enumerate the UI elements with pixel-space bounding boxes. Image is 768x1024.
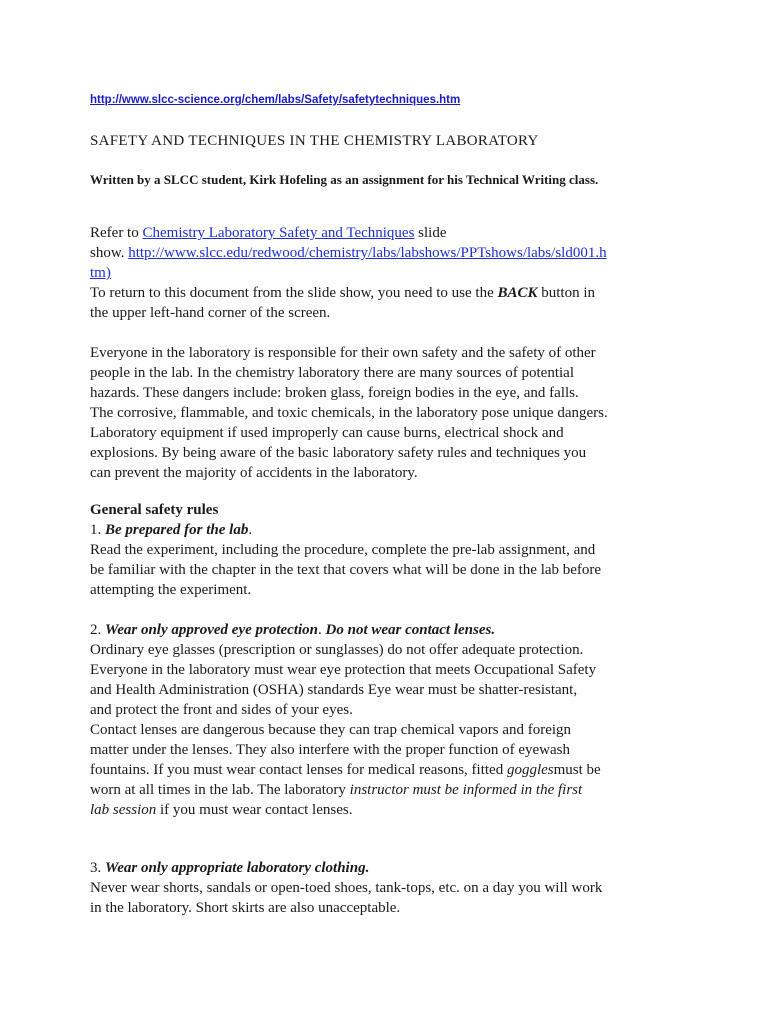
refer-line2-prefix: show. — [90, 245, 129, 261]
rule-3-section — [90, 858, 690, 918]
back-button-name: BACK — [497, 285, 538, 301]
rule-2-heading — [90, 620, 690, 640]
rule-2-line: Everyone in the laboratory must wear eye protection that meets Occupational Safety — [90, 662, 597, 678]
intro-line: Everyone in the laboratory is responsible for their own safety and the safety of other — [90, 345, 596, 361]
intro-paragraph — [90, 343, 690, 483]
intro-line: explosions. By being aware of the basic laboratory safety rules and techniques you — [90, 445, 587, 461]
rule-2-line: and protect the front and sides of your eyes. — [90, 702, 353, 718]
source-url-link[interactable]: http://www.slcc-science.org/chem/labs/Safety/safetytechniques.htm — [90, 94, 461, 106]
rule-2-italic: lab session — [90, 802, 157, 818]
rule-3-line: Never wear shorts, sandals or open-toed shoes, tank-tops, etc. on a day you will work — [90, 880, 603, 896]
rule-2-line: matter under the lenses. They also interfere with the proper function of eyewash — [90, 742, 570, 758]
rule-2-line: Contact lenses are dangerous because they can trap chemical vapors and foreign — [90, 722, 572, 738]
rule-title: Wear only approved eye protection — [105, 622, 319, 638]
rule-2-line: and Health Administration (OSHA) standards Eye wear must be shatter-resistant, — [90, 682, 578, 698]
rule-2-section — [90, 620, 690, 820]
return-note-line-1 — [90, 283, 690, 303]
rule-subtitle: Do not wear contact lenses. — [325, 622, 496, 638]
rule-2-line — [90, 780, 690, 800]
return-note-text-after: button in — [537, 285, 596, 301]
general-rules-section — [90, 500, 690, 600]
rule-3-heading — [90, 858, 690, 878]
rule-2-line — [90, 760, 690, 780]
rule-2-italic: instructor must be informed in the first — [349, 782, 583, 798]
rule-title: Be prepared for the lab — [105, 522, 249, 538]
rule-2-text: if you must wear contact lenses. — [156, 802, 353, 818]
general-rules-heading: General safety rules — [90, 502, 219, 518]
rule-1-line: be familiar with the chapter in the text that covers what will be done in the lab before — [90, 562, 602, 578]
intro-line: The corrosive, flammable, and toxic chemicals, in the laboratory pose unique dangers. — [90, 405, 608, 421]
document-title: SAFETY AND TECHNIQUES IN THE CHEMISTRY LABORATORY — [90, 133, 539, 149]
intro-line: hazards. These dangers include: broken glass, foreign bodies in the eye, and falls. — [90, 385, 579, 401]
rule-3-line: in the laboratory. Short skirts are also unacceptable. — [90, 900, 401, 916]
rule-number: 3. — [90, 860, 105, 876]
slideshow-url-link-end[interactable]: tm) — [90, 265, 111, 281]
rule-2-line: Ordinary eye glasses (prescription or sunglasses) do not offer adequate protection. — [90, 642, 584, 658]
rule-1-heading — [90, 520, 690, 540]
intro-line: can prevent the majority of accidents in the laboratory. — [90, 465, 418, 481]
intro-line: people in the lab. In the chemistry laboratory there are many sources of potential — [90, 365, 574, 381]
rule-2-italic: goggles — [506, 762, 554, 778]
rule-2-line — [90, 800, 690, 820]
slideshow-link[interactable]: Chemistry Laboratory Safety and Techniques — [142, 225, 415, 241]
return-note-line-2: the upper left-hand corner of the screen. — [90, 305, 331, 321]
rule-1-line: Read the experiment, including the procedure, complete the pre-lab assignment, and — [90, 542, 596, 558]
refer-mid: slide — [414, 225, 447, 241]
refer-line-3 — [90, 263, 690, 283]
refer-line-2 — [90, 243, 690, 263]
rule-2-text: worn at all times in the lab. The laboratory — [90, 782, 350, 798]
return-note-text: To return to this document from the slide show, you need to use the — [90, 285, 498, 301]
rule-2-text: must be — [553, 762, 601, 778]
rule-number: 2. — [90, 622, 105, 638]
byline: Written by a SLCC student, Kirk Hofeling as an assignment for his Technical Writing class. — [90, 172, 599, 187]
rule-title: Wear only appropriate laboratory clothing. — [105, 860, 370, 876]
rule-2-text: fountains. If you must wear contact lenses for medical reasons, fitted — [90, 762, 507, 778]
refer-prefix: Refer to — [90, 225, 143, 241]
rule-1-line: attempting the experiment. — [90, 582, 252, 598]
refer-line-1 — [90, 223, 690, 243]
slideshow-url-link[interactable]: http://www.slcc.edu/redwood/chemistry/labs/labshows/PPTshows/labs/sld001.h — [128, 245, 607, 261]
refer-paragraph — [90, 223, 690, 323]
intro-line: Laboratory equipment if used improperly can cause burns, electrical shock and — [90, 425, 564, 441]
rule-title-end: . — [248, 522, 253, 538]
rule-separator: . — [318, 622, 326, 638]
rule-number: 1. — [90, 522, 105, 538]
